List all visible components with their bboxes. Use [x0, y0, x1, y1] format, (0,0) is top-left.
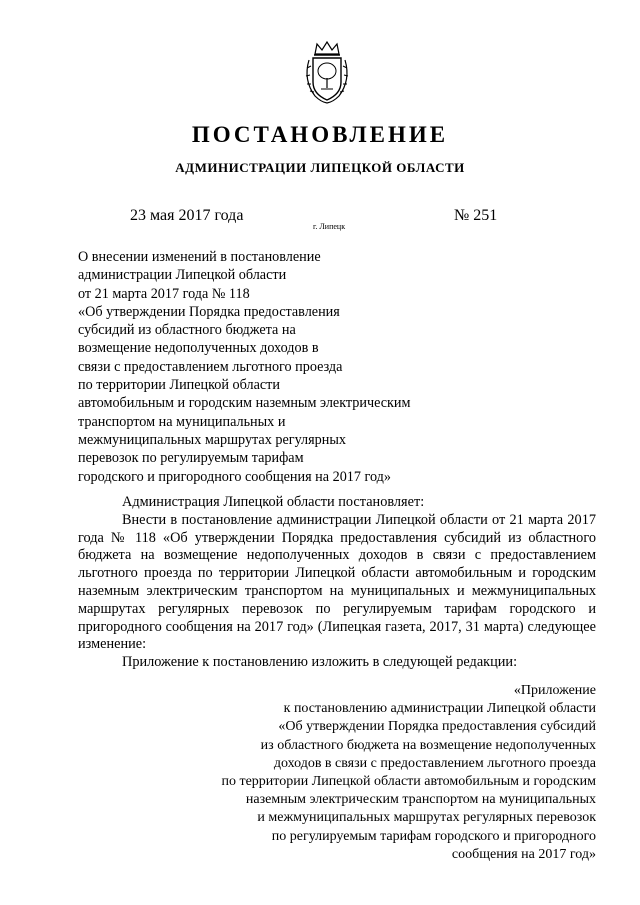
subject-line: перевозок по регулируемым тарифам — [78, 450, 304, 467]
body-paragraph-preamble: Администрация Липецкой области постановляет: — [122, 494, 425, 510]
body-paragraph-instruction: Приложение к постановлению изложить в следующей редакции: — [122, 654, 518, 671]
appendix-line: по территории Липецкой области автомобильным и городским — [221, 774, 596, 790]
document-city: г. Липецк — [313, 222, 346, 231]
document-subtitle: АДМИНИСТРАЦИИ ЛИПЕЦКОЙ ОБЛАСТИ — [175, 160, 465, 175]
subject-line: «Об утверждении Порядка предоставления — [78, 303, 340, 320]
subject-line: по территории Липецкой области — [78, 377, 280, 394]
document-subject — [78, 248, 411, 486]
subject-line: возмещение недополученных доходов в — [78, 340, 319, 357]
appendix-line: к постановлению администрации Липецкой области — [283, 701, 596, 717]
subject-line: от 21 марта 2017 года № 118 — [78, 285, 250, 302]
appendix-line: из областного бюджета на возмещение недополученных — [260, 737, 596, 753]
coat-of-arms-icon — [297, 40, 357, 106]
subject-line: администрации Липецкой области — [78, 267, 287, 284]
appendix-header — [76, 682, 596, 864]
document-title: ПОСТАНОВЛЕНИЕ — [191, 122, 449, 147]
appendix-line: «Об утверждении Порядка предоставления субсидий — [278, 719, 596, 735]
document-date: 23 мая 2017 года — [130, 207, 244, 224]
subject-line: транспортом на муниципальных и — [78, 413, 286, 430]
subject-line: автомобильным и городским наземным электрическим — [78, 395, 411, 412]
body-paragraph-amendment: Внести в постановление администрации Липецкой области от 21 марта 2017 года № 118 «Об утверждении Порядка предоставления субсидий из областного бюджета на возмещение недополученных доходов в связи с предоставлением льготного проезда по территории Липецкой области автомобильным и городским наземным электрическим транспортом на муниципальных и межмуниципальных маршрутах регулярных перевозок по регулируемым тарифам городского и пригородного сообщения на 2017 год» (Липецкая газета, 2017, 31 марта) следующее изменение: — [78, 511, 596, 653]
document-number: № 251 — [454, 207, 498, 224]
appendix-line: по регулируемым тарифам городского и пригородного — [271, 828, 596, 844]
appendix-line: «Приложение — [513, 683, 596, 698]
appendix-line: доходов в связи с предоставлением льготного проезда — [273, 755, 596, 771]
appendix-line: сообщения на 2017 год» — [451, 846, 596, 862]
subject-line: связи с предоставлением льготного проезда — [78, 358, 343, 375]
appendix-line: наземным электрическим транспортом на муниципальных — [245, 792, 596, 808]
subject-line: межмуниципальных маршрутах регулярных — [78, 431, 346, 448]
document-body — [78, 494, 596, 672]
subject-line: субсидий из областного бюджета на — [78, 322, 296, 339]
subject-line: О внесении изменений в постановление — [78, 249, 321, 265]
subject-line: городского и пригородного сообщения на 2017 год» — [78, 468, 391, 485]
appendix-line: и межмуниципальных маршрутах регулярных перевозок — [257, 810, 596, 826]
